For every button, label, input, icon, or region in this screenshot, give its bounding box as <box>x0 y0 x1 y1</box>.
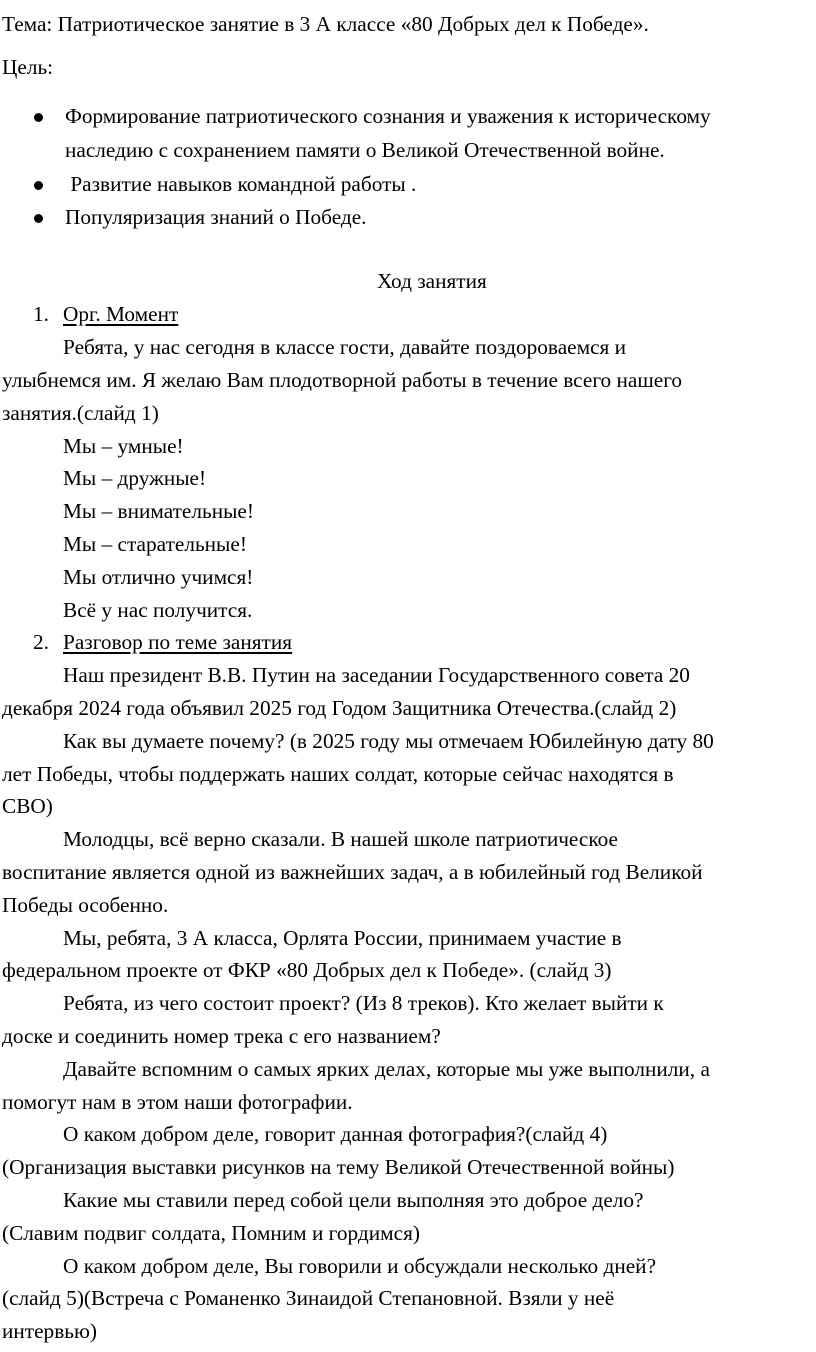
section-2-text: Ребята, из чего состоит проект? (Из 8 треков). Кто желает выйти к <box>63 991 664 1015</box>
chant-line: Мы отлично учимся! <box>63 565 254 589</box>
section-2-text: декабря 2024 года объявил 2025 год Годом Защитника Отечества.(слайд 2) <box>2 696 677 720</box>
section-2-text: СВО) <box>2 794 53 818</box>
section-2-text: Мы, ребята, 3 А класса, Орлята России, принимаем участие в <box>63 926 622 950</box>
section-2-text: федеральном проекте от ФКР «80 Добрых дел к Победе». (слайд 3) <box>2 958 612 982</box>
bullet-icon <box>34 181 43 190</box>
section-2-text: Как вы думаете почему? (в 2025 году мы отмечаем Юбилейную дату 80 <box>63 729 714 753</box>
section-1-text: Ребята, у нас сегодня в классе гости, давайте поздороваемся и <box>63 335 627 359</box>
section-2-text: интервью) <box>2 1319 97 1343</box>
chant-line: Мы – старательные! <box>63 532 247 556</box>
section-2-text: О каком добром деле, говорит данная фотография?(слайд 4) <box>63 1122 608 1146</box>
section-2-text: Молодцы, всё верно сказали. В нашей школе патриотическое <box>63 827 618 851</box>
section-2-number: 2. <box>33 630 49 654</box>
section-1-number: 1. <box>33 302 49 326</box>
goal-1-line-1: Формирование патриотического сознания и уважения к историческому <box>65 104 711 128</box>
bullet-icon <box>34 214 43 223</box>
lesson-title: Ход занятия <box>377 269 487 293</box>
goal-2-line-1: Развитие навыков командной работы . <box>65 172 417 196</box>
goal-1-line-2: наследию с сохранением памяти о Великой Отечественной войне. <box>65 138 665 162</box>
chant-line: Мы – внимательные! <box>63 499 254 523</box>
section-2-text: Давайте вспомним о самых ярких делах, которые мы уже выполнили, а <box>63 1057 710 1081</box>
section-2-text: доске и соединить номер трека с его названием? <box>2 1024 441 1048</box>
section-2-text: помогут нам в этом наши фотографии. <box>2 1090 353 1114</box>
section-2-title: Разговор по теме занятия <box>63 630 293 654</box>
chant-line: Мы – дружные! <box>63 466 207 490</box>
section-2-text: воспитание является одной из важнейших задач, а в юбилейный год Великой <box>2 860 703 884</box>
bullet-icon <box>34 113 43 122</box>
section-2-text: О каком добром деле, Вы говорили и обсуждали несколько дней? <box>63 1254 657 1278</box>
section-2-text: Наш президент В.В. Путин на заседании Государственного совета 20 <box>63 663 690 687</box>
section-1-text: занятия.(слайд 1) <box>2 401 159 425</box>
section-2-text: Какие мы ставили перед собой цели выполняя это доброе дело? <box>63 1188 644 1212</box>
section-2-text: (Организация выставки рисунков на тему Великой Отечественной войны) <box>2 1155 675 1179</box>
goal-label: Цель: <box>2 55 54 79</box>
section-2-text: (слайд 5)(Встреча с Романенко Зинаидой Степановной. Взяли у неё <box>2 1286 615 1310</box>
section-2-text: (Славим подвиг солдата, Помним и гордимся) <box>2 1221 420 1245</box>
section-2-text: лет Победы, чтобы поддержать наших солдат, которые сейчас находятся в <box>2 762 674 786</box>
section-1-title: Орг. Момент <box>63 302 179 326</box>
topic-line: Тема: Патриотическое занятие в 3 А классе «80 Добрых дел к Победе». <box>2 12 649 36</box>
section-2-text: Победы особенно. <box>2 893 169 917</box>
chant-line: Всё у нас получится. <box>63 598 253 622</box>
chant-line: Мы – умные! <box>63 434 184 458</box>
goal-3-line-1: Популяризация знаний о Победе. <box>65 205 367 229</box>
section-1-text: улыбнемся им. Я желаю Вам плодотворной работы в течение всего нашего <box>2 368 683 392</box>
